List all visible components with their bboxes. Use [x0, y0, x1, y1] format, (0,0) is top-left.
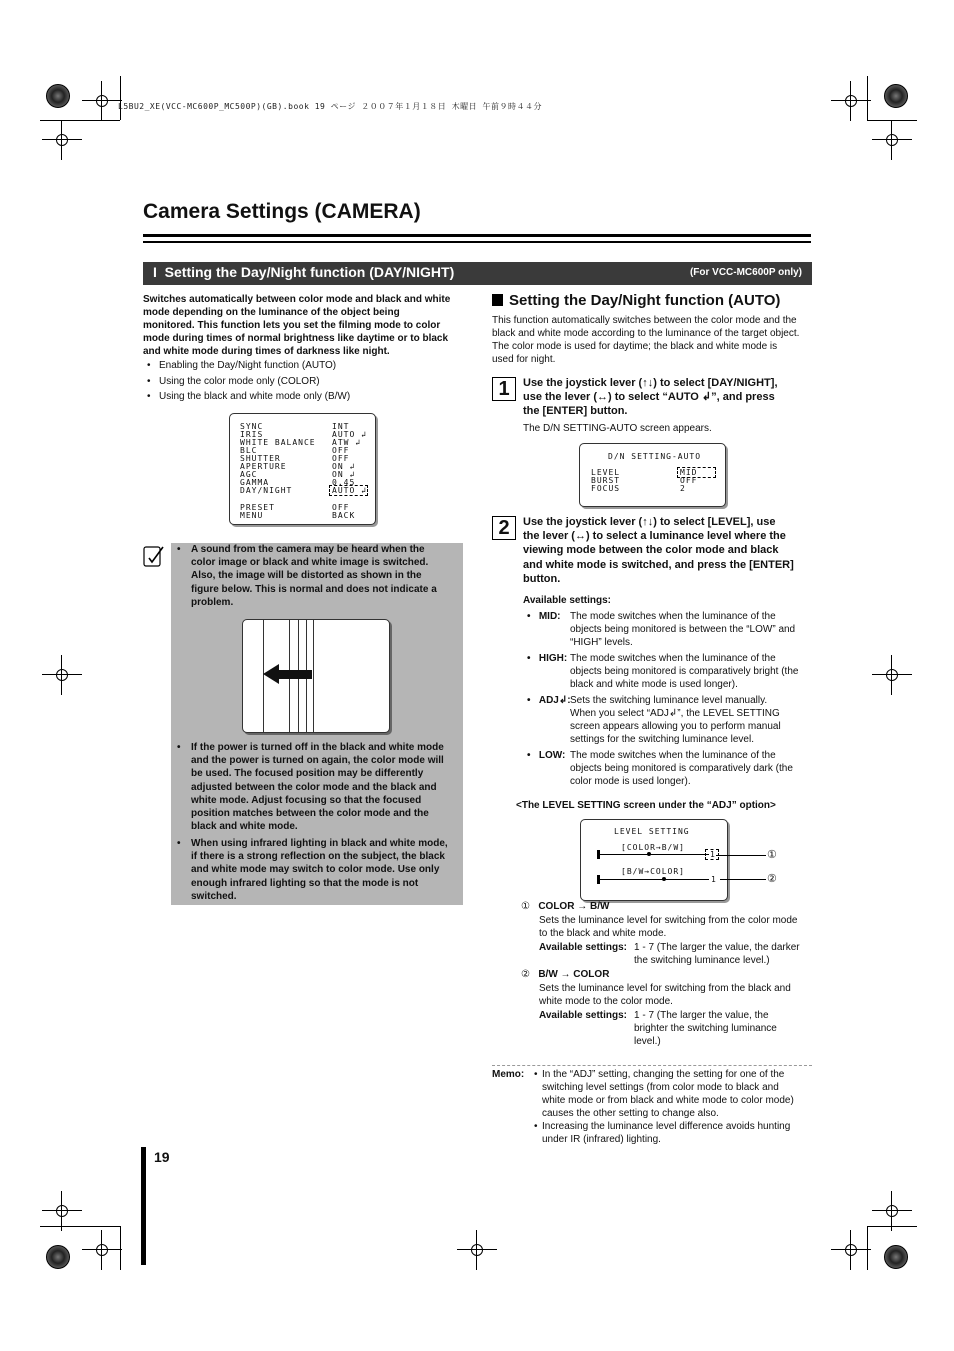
- selection-cursor: [329, 485, 368, 496]
- crop-mark-icon: [42, 1191, 82, 1231]
- note-item: • When using infrared lighting in black and white mode, if there is a strong reflection on the subject, the black and white mode may switch to color mode. Use only enough infrared lighting so that the mode is not switched.: [177, 838, 448, 902]
- setting-high: • HIGH: The mode switches when the luminance of the objects being monitored is comparatively bright (the black and white mode is used longer).: [527, 653, 799, 690]
- registration-disc-bl: [46, 1245, 70, 1269]
- crop-mark-icon: [82, 1230, 122, 1270]
- callout-1: ①: [767, 849, 777, 861]
- setting-mid: • MID: The mode switches when the luminance of the objects being monitored is between the “LOW” and “HIGH” levels.: [527, 611, 796, 648]
- auto-heading: Setting the Day/Night function (AUTO): [492, 292, 780, 309]
- crop-mark-icon: [831, 1230, 871, 1270]
- note-item: • A sound from the camera may be heard when the color image or black and white image is switched. Also, the image will be distorted as shown in the figure below. This is normal and does not indicate a problem.: [177, 544, 437, 608]
- crop-mark-icon: [831, 81, 871, 121]
- level-screen-caption: <The LEVEL SETTING screen under the “ADJ” option>: [516, 800, 776, 811]
- auto-intro: This function automatically switches between the color mode and the black and white mode according to the luminance of the target object. The color mode is used for daytime; the black and white mode is used for night.: [492, 315, 800, 365]
- memo-label: Memo:: [492, 1069, 525, 1080]
- memo-divider: [492, 1065, 812, 1066]
- list-item: • Using the black and white mode only (B/W): [147, 389, 350, 405]
- note-item: • If the power is turned off in the black and white mode and the power is turned on again, the color mode will be used. The focused position may be differently adjusted between the color mode and the black and white mode. Adjust focusing so that the focused position matches between the color mode and the black and white mode.: [177, 742, 444, 833]
- registration-disc-tl: [46, 84, 70, 108]
- list-item: • Enabling the Day/Night function (AUTO): [147, 358, 350, 374]
- registration-disc-tr: [884, 84, 908, 108]
- title-rule: [143, 241, 811, 243]
- callout-line: [716, 855, 766, 856]
- callout-2: ②: [767, 873, 777, 885]
- item-color-to-bw: ① COLOR → B/W Sets the luminance level for switching from the color mode to the black and white mode. Available settings: 1 - 7 (The larger the value, the darker the switching luminance level.): [521, 901, 800, 966]
- setting-adj: • ADJ↲: Sets the switching luminance level manually. When you select “ADJ↲”, the LEVEL SETTING screen appears allowing you to perform manual settings for the switching luminance level.: [527, 695, 781, 745]
- crop-mark-icon: [42, 655, 82, 695]
- page-title: Camera Settings (CAMERA): [143, 200, 421, 223]
- section-band: [143, 262, 812, 285]
- distortion-figure: [242, 619, 390, 733]
- crop-mark-icon: [457, 1230, 497, 1270]
- page-number: 19: [154, 1149, 170, 1165]
- available-settings-label: Available settings:: [523, 595, 611, 606]
- crop-mark-icon: [82, 81, 122, 121]
- crop-mark-icon: [872, 120, 912, 160]
- intro-text: Switches automatically between color mode and black and white mode depending on the luminance of the object being monitored. This function lets you set the filming mode to color mode during times of normal brightness like daytime or to black and white mode during times of darkness like night.: [143, 294, 451, 357]
- level-slider-1: [599, 854, 709, 855]
- crop-mark-icon: [42, 120, 82, 160]
- page-edge-bar: [141, 1147, 146, 1265]
- camera-menu-screen: SYNC INT IRIS AUTO ↲ WHITE BALANCE ATW ↲ BLC OFF SHUTTER OFF APERTURE ON ↲ AGC ON ↲ GAMMA 0.45 DAY/NIGHT AUTO ↲ PRESET OFF MENU BACK: [229, 413, 376, 525]
- crop-mark-icon: [872, 655, 912, 695]
- setting-low: • LOW: The mode switches when the luminance of the objects being monitored is comparatively dark (the color mode is used longer).: [527, 750, 793, 787]
- registration-disc-br: [884, 1245, 908, 1269]
- memo-items: • In the “ADJ” setting, changing the setting for one of the switching level settings (from color mode to black and white mode or from black and white mode to color mode) causes the other setting to change also. • Increasing the luminance level difference avoids hunting under IR (infrared) lighting.: [534, 1069, 794, 1145]
- dn-setting-screen: D/N SETTING-AUTO LEVEL MID BURST OFF FOCUS 2: [579, 443, 726, 507]
- note-pencil-icon: [143, 544, 165, 568]
- step-1-result: The D/N SETTING-AUTO screen appears.: [523, 423, 712, 434]
- callout-line: [720, 879, 766, 880]
- mode-list: [147, 358, 350, 405]
- title-rule: [143, 234, 811, 237]
- item-bw-to-color: ② B/W → COLOR Sets the luminance level for switching from the black and white mode to the color mode. Available settings: 1 - 7 (The larger the value, the brighter the switching luminance level.): [521, 969, 791, 1047]
- crop-mark-icon: [872, 1191, 912, 1231]
- step-number: 2: [492, 516, 516, 540]
- step-1-text: Use the joystick lever (↑↓) to select [DAY/NIGHT], use the lever (↔) to select “AUTO ↲”, and press the [ENTER] button.: [523, 377, 778, 418]
- section-title: I Setting the Day/Night function (DAY/NIGHT): [153, 264, 455, 280]
- header-meta: L5BU2_XE(VCC-MC600P_MC500P)(GB).book 19 ページ ２００７年１月１８日 木曜日 午前９時４４分: [118, 102, 542, 111]
- level-slider-2: [599, 879, 709, 880]
- list-item: • Using the color mode only (COLOR): [147, 374, 350, 390]
- step-2-text: Use the joystick lever (↑↓) to select [LEVEL], use the lever (↔) to select a luminance level where the viewing mode between the color mode and black and white mode is switched, and press the [ENTER] button.: [523, 516, 794, 585]
- level-setting-screen: LEVEL SETTING [COLOR→B/W] 1 [B/W→COLOR] 1: [580, 819, 728, 901]
- step-number: 1: [492, 377, 516, 401]
- selection-cursor: [677, 467, 716, 478]
- section-model-note: (For VCC-MC600P only): [689, 267, 802, 278]
